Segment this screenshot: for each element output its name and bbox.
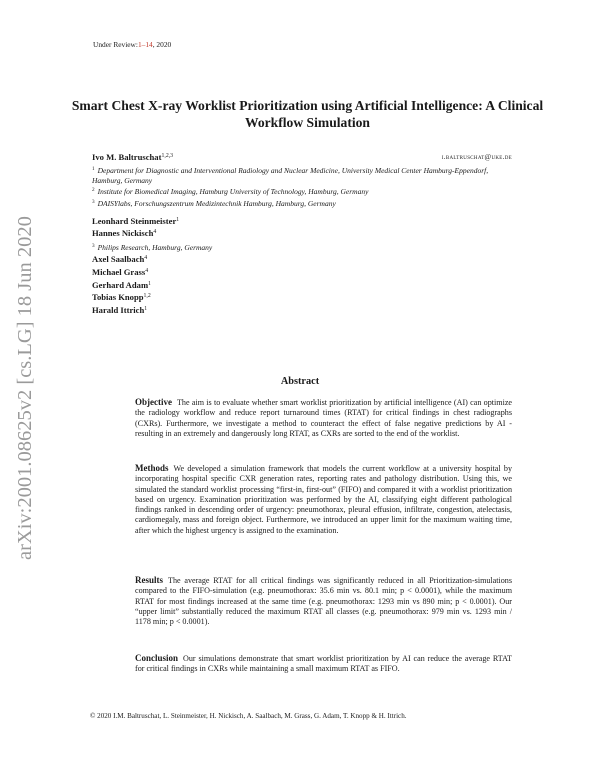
copyright-footer: © 2020 I.M. Baltruschat, L. Steinmeister, H. Nickisch, A. Saalbach, M. Grass, G. Adam, T. Knopp & H. Ittrich.: [90, 712, 407, 720]
section-text: We developed a simulation framework that models the current workflow at a university hospital by incorporating hospital specific CXR generation rates, reporting rates and pathology distribution. Using this, we simulated the standard worklist processing “first-in, first-out” (FIFO) and compared it with a worklist prioritization based on urgency. Examination prioritization was performed by the AI, classifying eight different pathological findings ranked in descending order of urgency: pneumothorax, pleural effusion, infiltrate, congestion, atelectasis, cardiomegaly, mass and foreign object. Furthermore, we introduced an upper limit for the maximum waiting time, after which the highest urgency is assigned to the examination.: [135, 464, 512, 535]
paper-title: Smart Chest X-ray Worklist Prioritization using Artificial Intelligence: A Clinical Workflow Simulation: [71, 98, 544, 130]
arxiv-identifier[interactable]: arXiv:2001.08625v2 [cs.LG] 18 Jun 2020: [14, 216, 36, 560]
author-email[interactable]: i.baltruschat@uke.de: [441, 153, 512, 161]
abstract-objective: [135, 397, 512, 439]
affiliation: $^1$ Department for Diagnostic and Interventional Radiology and Nuclear Medicine, University Medical Center Hamburg-Eppendorf, Hamburg, Germany: [92, 166, 489, 185]
section-label: Conclusion: [135, 653, 179, 663]
author: Axel Saalbach$^4$: [92, 254, 148, 264]
section-text: Our simulations demonstrate that smart worklist prioritization by AI can reduce the average RTAT for critical findings in CXRs while maintaining a small maximum RTAT as FIFO.: [135, 654, 512, 674]
author-affil-marks: 1,2,3: [161, 153, 174, 159]
section-text: The average RTAT for all critical findings was significantly reduced in all Prioritization-simulations compared to the FIFO-simulation (e.g. pneumothorax: 35.6 min vs. 80.1 min; p < 0.0001), while the maximum RTAT for most findings increased at the same time (e.g. pneumothorax: 1293 min vs 890 min; p < 0.0001). Our “upper limit” substantially reduced the maximum RTAT all classes (e.g. pneumothorax: 979 min vs. 1293 min / 1178 min; p < 0.0001).: [135, 576, 512, 627]
header-pages-link[interactable]: 1–14: [137, 40, 153, 49]
author: Michael Grass$^4$: [92, 267, 149, 277]
author: Gerhard Adam$^1$: [92, 280, 152, 290]
abstract-methods: [135, 463, 512, 536]
section-label: Objective: [135, 397, 172, 407]
affiliation: $^3$ Philips Research, Hamburg, Germany: [92, 243, 213, 252]
affiliation: $^2$ Institute for Biomedical Imaging, Hamburg University of Technology, Hamburg, Germany: [92, 187, 369, 196]
abstract-results: [135, 575, 512, 627]
author: Leonhard Steinmeister$^1$: [92, 216, 180, 226]
section-label: Results: [135, 575, 164, 585]
header-year: , 2020: [152, 40, 172, 49]
section-text: The aim is to evaluate whether smart worklist prioritization by artificial intelligence (AI) can optimize the radiology workflow and reduce report turnaround times (RTAT) for critical findings in chest radiographs (CXRs). Furthermore, we investigate a method to counteract the effect of false negative predictions by AI - resulting in an extremely and dangerously long RTAT, as CXRs are sorted to the end of the worklist.: [135, 398, 512, 438]
running-header: [93, 40, 171, 49]
first-author: [92, 152, 173, 162]
author: Hannes Nickisch$^4$: [92, 228, 157, 238]
author: Tobias Knopp$^{1,2}$: [92, 292, 151, 302]
author: Harald Ittrich$^1$: [92, 305, 148, 315]
abstract-conclusion: [135, 653, 512, 675]
affiliation: $^3$ DAISYlabs, Forschungszentrum Medizintechnik Hamburg, Hamburg, Germany: [92, 199, 336, 208]
section-label: Methods: [135, 463, 169, 473]
abstract-heading: Abstract: [280, 376, 320, 387]
header-prefix: Under Review:: [93, 40, 138, 49]
author-name: Ivo M. Baltruschat: [92, 152, 162, 162]
